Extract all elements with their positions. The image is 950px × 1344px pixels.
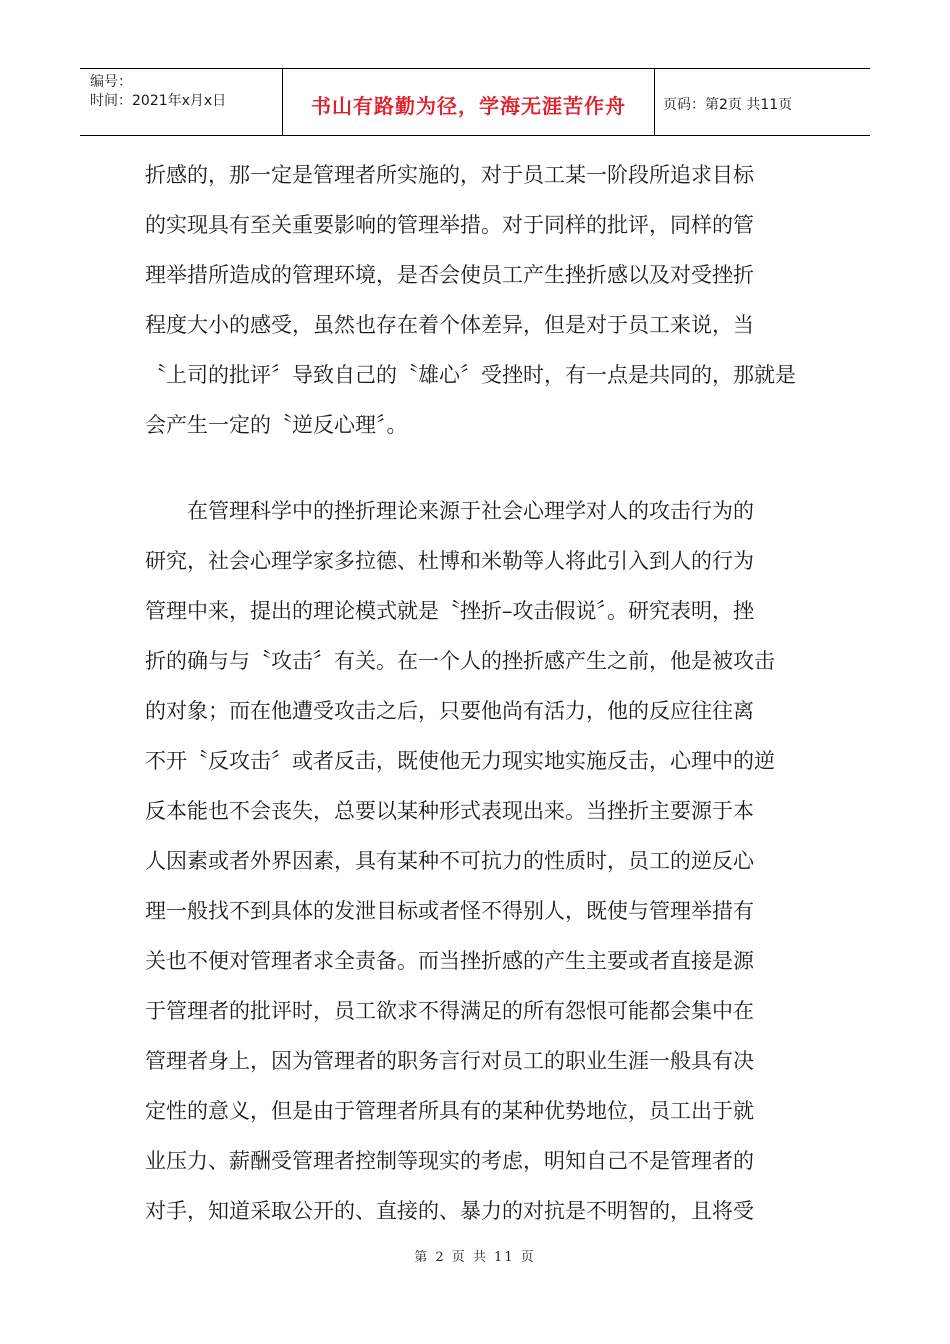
text-line: 管理中来，提出的理论模式就是〝挫折–攻击假说〞。研究表明，挫 <box>145 599 754 623</box>
text-line: 程度大小的感受，虽然也存在着个体差异，但是对于员工来说，当 <box>145 313 754 337</box>
text-line: 定性的意义，但是由于管理者所具有的某种优势地位，员工出于就 <box>145 1099 754 1123</box>
text-line: 的对象；而在他遭受攻击之后，只要他尚有活力，他的反应往往离 <box>145 699 754 723</box>
text-line: 人因素或者外界因素，具有某种不可抗力的性质时，员工的逆反心 <box>145 849 754 873</box>
text-line: 业压力、薪酬受管理者控制等现实的考虑，明知自己不是管理者的 <box>145 1149 754 1173</box>
document-header <box>80 68 870 136</box>
text-line: 折的确与与〝攻击〞有关。在一个人的挫折感产生之前，他是被攻击 <box>145 649 775 673</box>
text-line: 在管理科学中的挫折理论来源于社会心理学对人的攻击行为的 <box>145 499 754 523</box>
header-page-info: 页码：第2页 共11页 <box>663 97 793 113</box>
text-line: 管理者身上，因为管理者的职务言行对员工的职业生涯一般具有决 <box>145 1049 754 1073</box>
text-line: 关也不便对管理者求全责备。而当挫折感的产生主要或者直接是源 <box>145 949 754 973</box>
document-body <box>145 150 805 1236</box>
document-number-label: 编号： <box>90 74 132 90</box>
text-line: 理举措所造成的管理环境，是否会使员工产生挫折感以及对受挫折 <box>145 263 754 287</box>
text-line: 于管理者的批评时，员工欲求不得满足的所有怨恨可能都会集中在 <box>145 999 754 1023</box>
paragraph-2 <box>145 486 805 1236</box>
header-motto: 书山有路勤为径，学海无涯苦作舟 <box>283 69 655 135</box>
text-line: 〝上司的批评〞导致自己的〝雄心〞受挫时，有一点是共同的，那就是 <box>145 363 796 387</box>
text-line: 会产生一定的〝逆反心理〞。 <box>145 413 408 437</box>
text-line: 理一般找不到具体的发泄目标或者怪不得别人，既使与管理举措有 <box>145 899 754 923</box>
text-line: 研究，社会心理学家多拉德、杜博和米勒等人将此引入到人的行为 <box>145 549 754 573</box>
paragraph-1 <box>145 150 805 450</box>
text-line: 的实现具有至关重要影响的管理举措。对于同样的批评，同样的管 <box>145 213 754 237</box>
paragraph-spacer <box>145 450 805 486</box>
text-line: 折感的，那一定是管理者所实施的，对于员工某一阶段所追求目标 <box>145 163 754 187</box>
text-line: 反本能也不会丧失，总要以某种形式表现出来。当挫折主要源于本 <box>145 799 754 823</box>
text-line: 不开〝反攻击〞或者反击，既使他无力现实地实施反击，心理中的逆 <box>145 749 775 773</box>
page-footer: 第 2 页 共 11 页 <box>414 1250 536 1265</box>
header-meta <box>80 69 283 135</box>
text-line: 对手，知道采取公开的、直接的、暴力的对抗是不明智的，且将受 <box>145 1199 754 1223</box>
document-date: 时间：2021年x月x日 <box>90 93 227 109</box>
